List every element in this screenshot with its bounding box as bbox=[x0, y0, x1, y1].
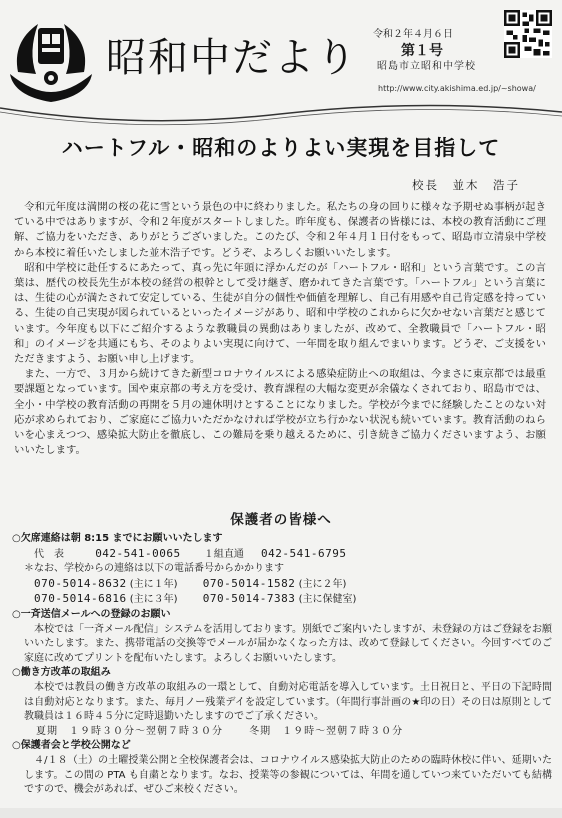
school-emblem-icon bbox=[8, 12, 94, 104]
phone-row bbox=[34, 592, 552, 608]
mail-heading: ○一斉送信メールへの登録のお願い bbox=[12, 608, 171, 620]
issue-number: 第１号 bbox=[401, 43, 443, 59]
article-headline: ハートフル・昭和のよりよい実現を目指して bbox=[61, 136, 501, 160]
article-paragraph: 昭和中学校に赴任するにあたって、真っ先に年頭に浮かんだのが「ハートフル・昭和」という言葉です。この言葉は、歴代の校長先生が本校の経営の根幹として受け継ぎ、磨かれてきた言葉です。「ハートフル」という言葉には、生徒の心が満たされて安定している、生徒が自分の個性や価値を理解し、自己有用感や自己肯定感を持っている、生徒の自己実現が図られているといったイメージがあり、昭和中学校のこれからに欠かせない言葉だと感じています。今年度も以下にご紹介するような教職員の異動はありましたが、改めて、全教職員で「ハートフル・昭和」のイメージを共通にもち、そのよりよい実現に向けて、一年間を取り組んでまいります。どうぞ、ご支援をいただきますよう、お願い申し上げます。 bbox=[14, 261, 546, 366]
article-paragraph: また、一方で、３月から続けてきた新型コロナウイルスによる感染症防止への取組は、今まさに東京都では最重要課題となっています。国や東京都の考え方を受け、教育課程の大幅な変更が余儀なくされており、昭島市では、全小・中学校の教育活動の再開を５月の連休明けとすることになりました。学校が今までに経験したことのない対応が求められており、ご家庭にご協力いただかなければ学校が立ち行かない状況も続いています。教育活動のねらいを心まえつつ、感染拡大防止を徹底し、この難局を乗り越えるために、引き続きご協力くださいますよう、お願いいたします。 bbox=[14, 368, 546, 457]
phone-number: 070-5014-7383 bbox=[202, 592, 296, 606]
work-style-text: 本校では教員の働き方改革の取組みの一環として、自動対応電話を導入しています。土日祝日と、平日の下記時間は自動対応となります。また、毎月ノー残業デイを設定しています。（年間行事計画の★印の日）その日は原則として教職員は１６時４５分に定時退勤いたしますのでご了承ください。 bbox=[24, 681, 552, 723]
phone-label: (主に１年) bbox=[129, 578, 178, 590]
phone-number: 070-5014-1582 bbox=[202, 576, 296, 590]
main-phone-number: 042-541-0065 bbox=[95, 546, 181, 560]
mail-text: 本校では「一斉メール配信」システムを活用しております。別紙でご案内いたしますが、未登録の方はご登録をお願いいたします。また、携帯電話の交換等でメールが届かなくなった方は、改めて登録してください。今回すべてのご家庭に改めてプリントを配布いたします。よろしくお願いいたします。 bbox=[24, 623, 552, 664]
phone-row bbox=[34, 577, 552, 593]
article-paragraph: 令和元年度は満開の桜の花に雪という景色の中に終わりました。私たちの身の回りに様々な予期せぬ事柄が起きている中ではありますが、令和２年度がスタートしました。昨年度も、保護者の皆様には、本校の教育活動にご理解、ご協力をいただき、ありがとうございました。このたび、令和２年４月１日付をもって、昭島市立清泉中学校から本校に着任いたしました並木浩子です。どうぞ、よろしくお願いいたします。 bbox=[14, 201, 546, 259]
phone-label: (主に３年) bbox=[129, 594, 178, 606]
phone-number: 070-5014-8632 bbox=[34, 576, 127, 590]
main-phone-row bbox=[34, 547, 552, 563]
newsletter-header bbox=[6, 4, 554, 108]
newsletter-title: 昭和中だより bbox=[106, 35, 358, 81]
direct-phone-label: １組直通 bbox=[203, 548, 244, 560]
page-bottom-edge bbox=[0, 808, 562, 818]
work-style-heading: ○働き方改革の取組み bbox=[12, 667, 111, 679]
summer-hours: 夏期 １９時３０分～翌朝７時３０分 bbox=[36, 725, 223, 737]
article-body bbox=[14, 200, 546, 458]
qr-code-icon bbox=[504, 10, 552, 58]
issue-date: 令和２年４月６日 bbox=[373, 29, 453, 40]
phone-number: 070-5014-6816 bbox=[34, 592, 127, 606]
auto-answer-hours bbox=[36, 725, 552, 740]
issue-meta bbox=[373, 28, 493, 74]
pta-text: ４/１８（土）の土曜授業公開と全校保護者会は、コロナウイルス感染拡大防止のための臨時休校に伴い、延期いたします。この間の PTA も自粛となります。なお、授業等の参観については、年間を通していつ来ていただいても結構ですので、機会があれば、ぜひご来校ください。 bbox=[24, 754, 552, 796]
absence-heading: ○欠席連絡は朝 8:15 までにお願いいたします bbox=[12, 533, 223, 544]
direct-phone-number: 042-541-6795 bbox=[261, 546, 347, 560]
school-name: 昭島市立昭和中学校 bbox=[377, 61, 476, 72]
phone-label: (主に保健室) bbox=[298, 594, 357, 606]
guardians-notice bbox=[12, 532, 552, 798]
pta-heading: ○保護者会と学校公開など bbox=[12, 740, 131, 752]
header-border-wave bbox=[0, 100, 562, 130]
phone-note: ＊なお、学校からの連絡は以下の電話番号からかかります bbox=[24, 563, 284, 575]
guardians-section-title: 保護者の皆様へ bbox=[230, 512, 332, 528]
school-url: http://www.city.akishima.ed.jp/~showa/ bbox=[378, 84, 536, 93]
article-author: 校長 並木 浩子 bbox=[412, 178, 520, 192]
phone-label: (主に２年) bbox=[298, 578, 347, 590]
winter-hours: 冬期 １９時～翌朝７時３０分 bbox=[249, 725, 404, 737]
main-phone-label: 代 表 bbox=[34, 548, 64, 560]
